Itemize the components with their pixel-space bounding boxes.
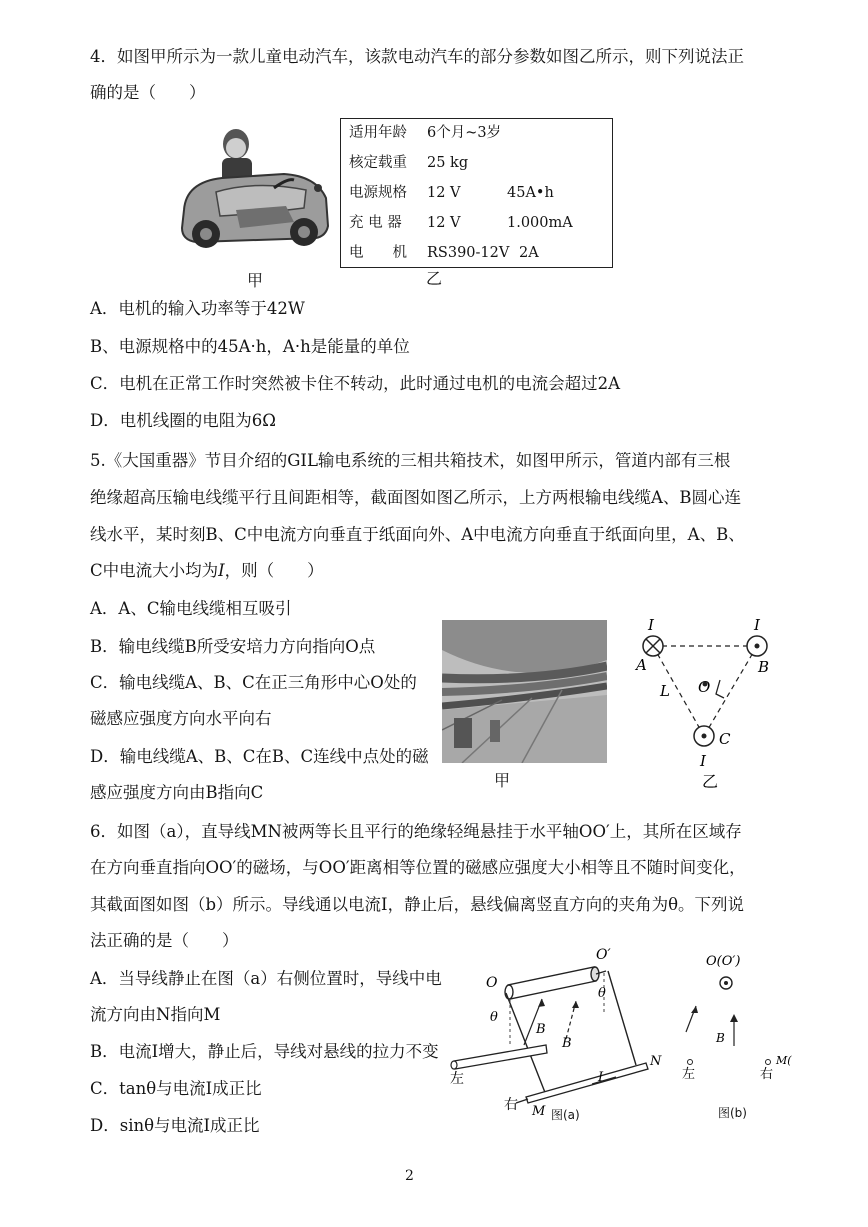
label-i-b: I [754,616,760,634]
q5-figure-yi-caption: 乙 [702,772,719,791]
label-left: 左 [682,1067,696,1082]
label-m: M [532,1104,546,1119]
label-theta-right: θ [598,986,606,1001]
label-right: 右 [504,1097,518,1113]
label-n: N [650,1054,662,1069]
q5-figure-jia-caption: 甲 [494,771,511,790]
label-b: B [758,658,770,676]
q4-figure-yi-caption: 乙 [426,269,443,288]
q6-option-a-line1: A．当导线静止在图（a）右侧位置时，导线中电 [90,969,442,988]
label-b-field: B [562,1036,572,1051]
q4-stem-line1: 4．如图甲所示为一款儿童电动汽车，该款电动汽车的部分参数如图乙所示，则下列说法正 [90,47,744,66]
label-i-c: I [700,752,706,770]
q6-figure-a [446,945,696,1125]
q4-spec-table: 适用年龄 6个月~3岁 核定载重 25 kg 电源规格 12 V 45A•h 充 电 器 12 V 1.000mA 电 机 RS390-12V 2A [340,118,613,268]
q4-figure-jia-caption: 甲 [247,271,264,290]
q5-stem-line1: 5.《大国重器》节目介绍的GIL输电系统的三相共箱技术，如图甲所示，管道内部有三根 [90,451,731,470]
label-c: C [719,730,731,748]
q4-option-c: C．电机在正常工作时突然被卡住不转动，此时通过电机的电流会超过2A [90,374,621,393]
label-l: L [660,682,670,700]
q5-option-c-line1: C．输电线缆A、B、C在正三角形中心O处的 [90,673,417,692]
q5-option-a: A．A、C输电线缆相互吸引 [90,599,292,618]
q5-stem-line2: 绝缘超高压输电线缆平行且间距相等，截面图如图乙所示，上方两根输电线缆A、B圆心连 [90,488,742,507]
label-b-field: B [536,1022,546,1037]
label-left: 左 [450,1071,464,1087]
q5-stem-line3: 线水平，某时刻B、C中电流方向垂直于纸面向外、A中电流方向垂直于纸面向里，A、B、 [90,525,745,544]
q4-option-b: B、电源规格中的45A·h，A·h是能量的单位 [90,337,410,356]
label-o: O [698,678,711,696]
gil-tunnel-photo [442,620,607,763]
q4-option-a: A．电机的输入功率等于42W [90,299,305,318]
q6-stem-line4: 法正确的是（ ） [90,931,239,950]
q6-option-b: B．电流I增大，静止后，导线对悬线的拉力不变 [90,1042,439,1061]
q5-stem-line4 [90,560,324,582]
q6-option-d: D．sinθ与电流I成正比 [90,1116,260,1135]
q6-figure-b-caption: 图(b) [718,1106,747,1120]
q4-stem-line2: 确的是（ ） [90,83,206,102]
label-b-field: B [716,1031,725,1045]
label-a: A [636,656,647,674]
q6-option-c: C．tanθ与电流I成正比 [90,1079,262,1098]
q6-stem-line3: 其截面图如图（b）所示。导线通以电流I，静止后，悬线偏离竖直方向的夹角为θ。下列说 [90,895,745,914]
toy-car-photo [176,118,336,268]
q6-stem-line2: 在方向垂直指向OO′的磁场，与OO′距离相等位置的磁感应强度大小相等且不随时间变化， [90,858,746,877]
cable-c-out-of-page [694,726,714,746]
page-number: 2 [405,1168,414,1184]
q5-option-c-line2: 磁感应强度方向水平向右 [90,709,272,728]
label-o-prime: O′ [596,947,611,963]
cable-a-into-page [643,636,663,656]
label-right: 右 [760,1067,774,1082]
q5-option-d-line1: D．输电线缆A、B、C在B、C连线中点处的磁 [90,747,429,766]
q4-option-d: D．电机线圈的电阻为6Ω [90,411,276,430]
label-current: I [598,1070,604,1085]
q5-option-d-line2: 感应强度方向由B指向C [90,783,264,802]
label-theta-left: θ [490,1010,498,1025]
q6-stem-line1: 6．如图（a），直导线MN被两等长且平行的绝缘轻绳悬挂于水平轴OO′上，其所在区域存 [90,822,742,841]
label-o: O [486,975,498,991]
q6-figure-b [676,950,806,1100]
label-m: M( [776,1054,792,1067]
q5-cross-section-diagram [630,612,780,792]
q5-option-b: B．输电线缆B所受安培力方向指向O点 [90,637,376,656]
cable-b-out-of-page [747,636,767,656]
label-axis: O(O′) [706,954,741,969]
q5-stem-text: ，则（ ） [224,561,324,580]
q5-stem-text: C中电流大小均为 [90,561,219,580]
q6-figure-a-caption: 图(a) [551,1108,580,1122]
q5-current-symbol: I [218,561,225,580]
q6-option-a-line2: 流方向由N指向M [90,1005,221,1024]
label-i-a: I [648,616,654,634]
